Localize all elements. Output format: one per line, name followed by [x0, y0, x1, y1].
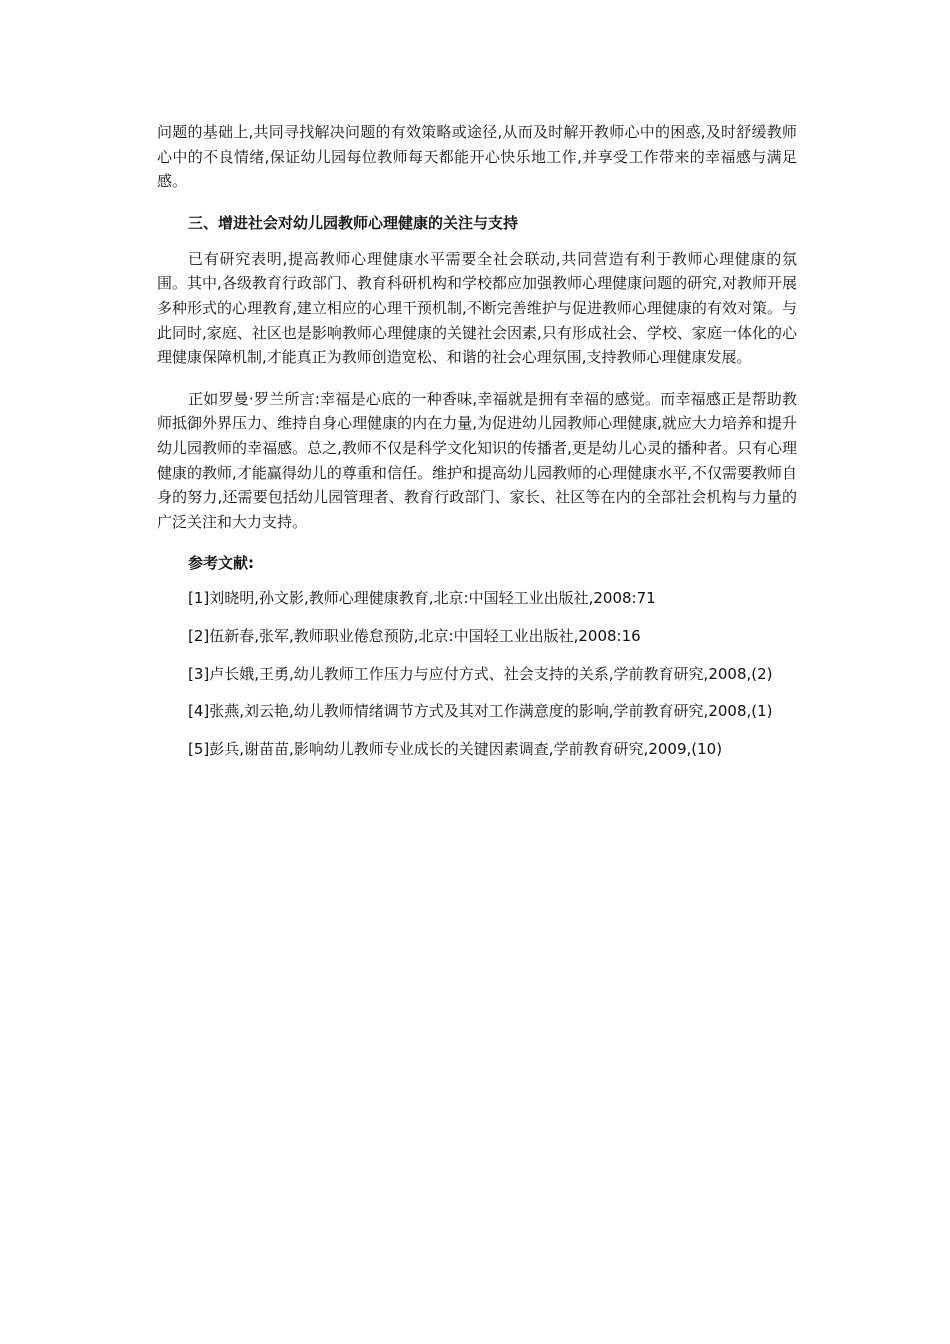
- section-paragraph: 已有研究表明,提高教师心理健康水平需要全社会联动,共同营造有利于教师心理健康的氛围。其中,各级教育行政部门、教育科研机构和学校都应加强教师心理健康问题的研究,对教师开展多种形式的心理教育,建立相应的心理干预机制,不断完善维护与促进教师心理健康的有效对策。与此同时,家庭、社区也是影响教师心理健康的关键社会因素,只有形成社会、学校、家庭一体化的心理健康保障机制,才能真正为教师创造宽松、和谐的社会心理氛围,支持教师心理健康发展。: [157, 249, 797, 367]
- reference-item: [4]张燕,刘云艳,幼儿教师情绪调节方式及其对工作满意度的影响,学前教育研究,2008,(1): [188, 702, 773, 721]
- references-heading: 参考文献:: [188, 554, 254, 573]
- section-heading: 三、增进社会对幼儿园教师心理健康的关注与支持: [188, 213, 519, 232]
- conclusion-paragraph: 正如罗曼·罗兰所言:幸福是心底的一种香味,幸福就是拥有幸福的感觉。而幸福感正是帮助教师抵御外界压力、维持自身心理健康的内在力量,为促进幼儿园教师心理健康,就应大力培养和提升幼儿园教师的幸福感。总之,教师不仅是科学文化知识的传播者,更是幼儿心灵的播种者。只有心理健康的教师,才能赢得幼儿的尊重和信任。维护和提高幼儿园教师的心理健康水平,不仅需要教师自身的努力,还需要包括幼儿园管理者、教育行政部门、家长、社区等在内的全部社会机构与力量的广泛关注和大力支持。: [157, 389, 797, 531]
- reference-item: [3]卢长娥,王勇,幼儿教师工作压力与应付方式、社会支持的关系,学前教育研究,2008,(2): [188, 664, 773, 683]
- reference-item: [1]刘晓明,孙文影,教师心理健康教育,北京:中国轻工业出版社,2008:71: [188, 589, 656, 608]
- reference-item: [2]伍新春,张军,教师职业倦怠预防,北京:中国轻工业出版社,2008:16: [188, 626, 641, 645]
- intro-paragraph: 问题的基础上,共同寻找解决问题的有效策略或途径,从而及时解开教师心中的困惑,及时舒缓教师心中的不良情绪,保证幼儿园每位教师每天都能开心快乐地工作,并享受工作带来的幸福感与满足感。: [157, 123, 797, 191]
- document-page: [157, 120, 797, 774]
- reference-item: [5]彭兵,谢苗苗,影响幼儿教师专业成长的关键因素调查,学前教育研究,2009,(10): [188, 739, 723, 758]
- references-list: [157, 586, 797, 761]
